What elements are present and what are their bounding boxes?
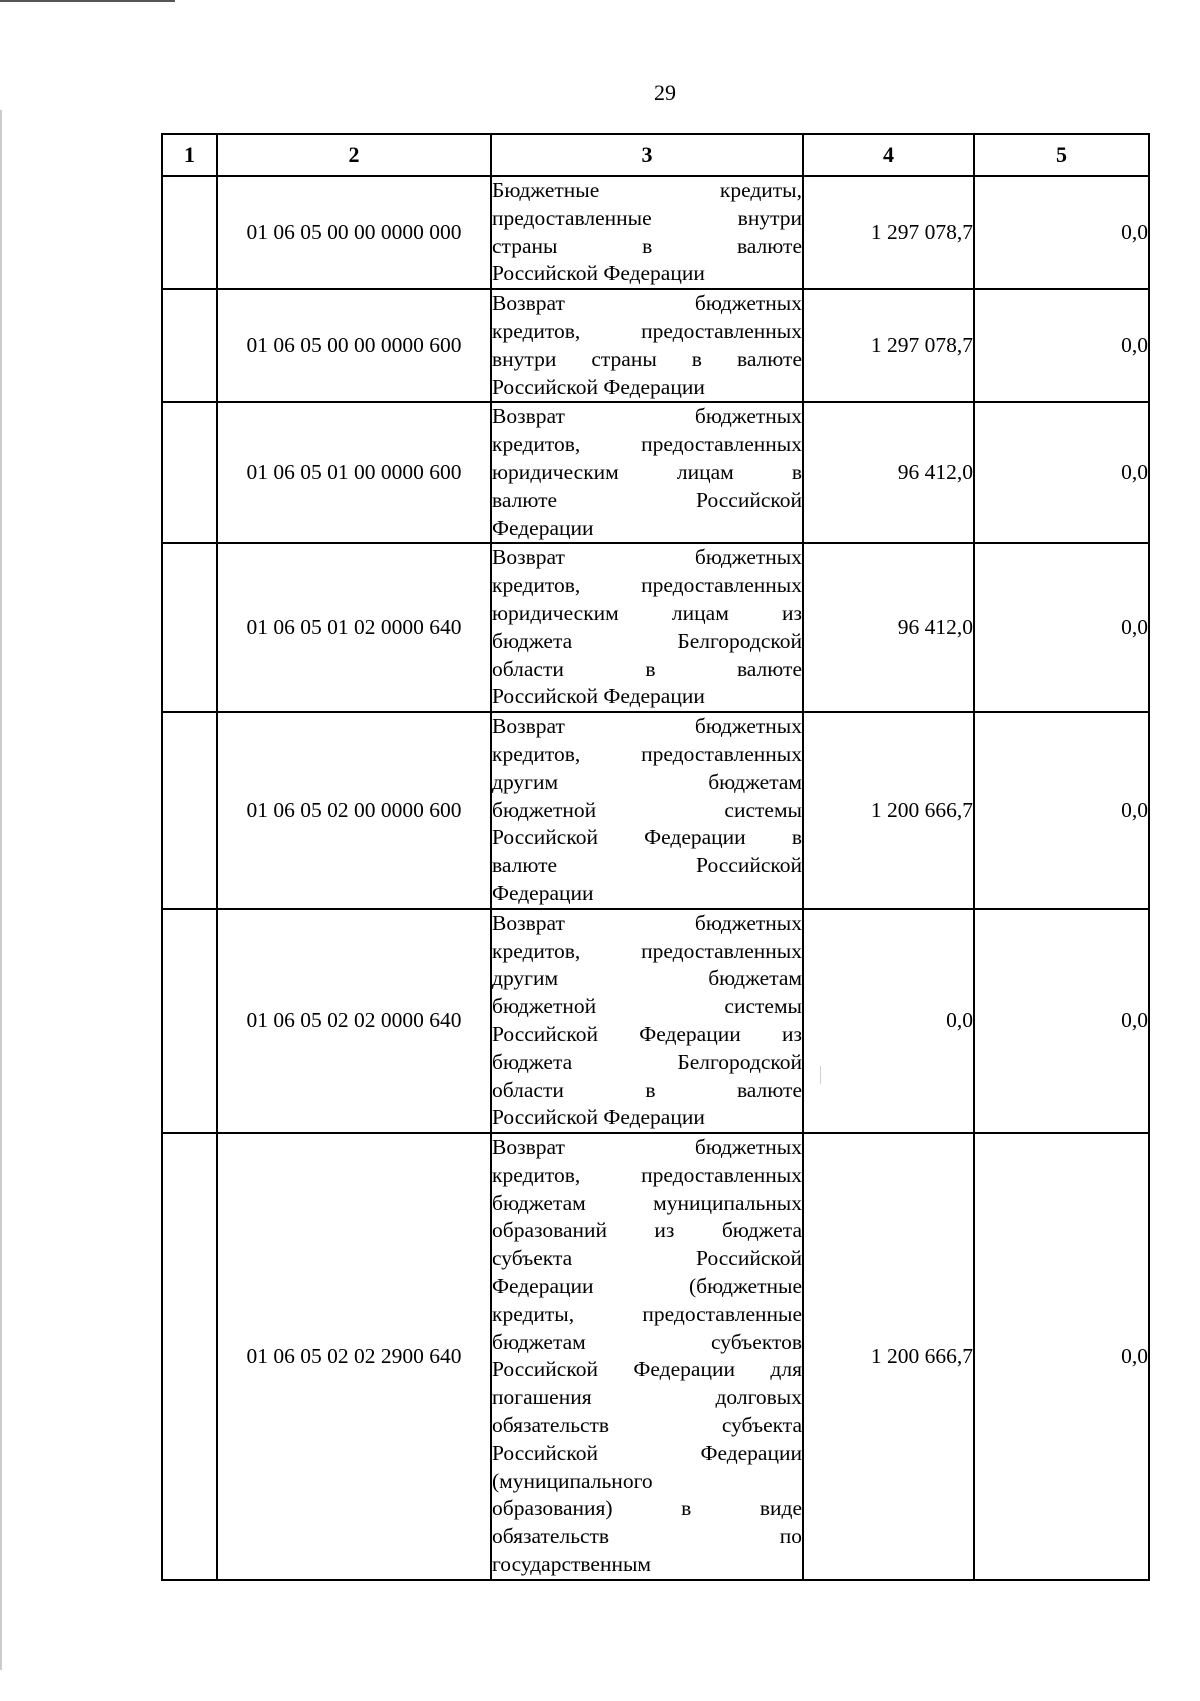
description-line: Российской Федерации xyxy=(492,261,705,286)
description-line: Федерации (бюджетные xyxy=(492,1274,802,1299)
description-line: страны в валюте xyxy=(492,233,802,258)
description-line: Возврат бюджетных xyxy=(492,910,802,935)
description-line: обязательств по xyxy=(492,1524,802,1549)
description-line: обязательств субъекта xyxy=(492,1413,802,1438)
description-line: погашения долговых xyxy=(492,1385,802,1410)
amount-2-cell: 0,0 xyxy=(974,1133,1149,1580)
budget-code-cell: 01 06 05 02 02 0000 640 xyxy=(217,909,491,1133)
budget-code-cell: 01 06 05 00 00 0000 600 xyxy=(217,289,491,402)
description-line: Российской Федерации для xyxy=(492,1357,802,1382)
amount-2-cell: 0,0 xyxy=(974,543,1149,712)
amount-cell: 1 297 078,7 xyxy=(803,289,974,402)
description-line: кредитов, предоставленных xyxy=(492,938,802,963)
description-line: бюджетам субъектов xyxy=(492,1329,802,1354)
description-line: кредитов, предоставленных xyxy=(492,741,802,766)
description-cell xyxy=(491,176,803,289)
budget-table xyxy=(161,133,1150,1581)
row-number-cell xyxy=(162,289,217,402)
description-line: предоставленные внутри xyxy=(492,205,802,230)
description-line: Российской Федерации xyxy=(492,1105,705,1130)
description-line: Возврат бюджетных xyxy=(492,404,802,429)
amount-cell: 96 412,0 xyxy=(803,402,974,543)
description-line: валюте Российской xyxy=(492,853,802,878)
table-row xyxy=(162,1133,1149,1580)
description-line: Бюджетные кредиты, xyxy=(492,178,802,202)
amount-cell: 1 297 078,7 xyxy=(803,176,974,289)
scan-edge-left xyxy=(0,110,2,1670)
amount-cell: 1 200 666,7 xyxy=(803,1133,974,1580)
description-cell xyxy=(491,712,803,909)
row-number-cell xyxy=(162,1133,217,1580)
description-line: внутри страны в валюте xyxy=(492,346,802,371)
header-col-2: 2 xyxy=(217,134,491,176)
amount-2-cell: 0,0 xyxy=(974,909,1149,1133)
amount-2-cell: 0,0 xyxy=(974,712,1149,909)
scan-edge-top xyxy=(0,0,175,2)
description-line: Российской Федерации в xyxy=(492,825,802,850)
description-line: образований из бюджета xyxy=(492,1218,802,1243)
budget-code-cell: 01 06 05 02 00 0000 600 xyxy=(217,712,491,909)
description-line: Федерации xyxy=(492,880,594,905)
header-col-5: 5 xyxy=(974,134,1149,176)
description-line: валюте Российской xyxy=(492,487,802,512)
description-line: кредитов, предоставленных xyxy=(492,318,802,343)
description-line: бюджетной системы xyxy=(492,994,802,1019)
description-line: Возврат бюджетных xyxy=(492,1135,802,1160)
row-number-cell xyxy=(162,712,217,909)
description-cell xyxy=(491,402,803,543)
scan-artifact xyxy=(820,1066,821,1084)
description-line: Возврат бюджетных xyxy=(492,291,802,316)
description-line: Российской Федерации из xyxy=(492,1021,802,1046)
budget-code-cell: 01 06 05 01 02 0000 640 xyxy=(217,543,491,712)
budget-code-cell: 01 06 05 00 00 0000 000 xyxy=(217,176,491,289)
description-line: Российской Федерации xyxy=(492,374,705,399)
amount-cell: 0,0 xyxy=(803,909,974,1133)
page-number: 29 xyxy=(654,80,676,105)
description-line: кредитов, предоставленных xyxy=(492,1162,802,1187)
description-line: кредитов, предоставленных xyxy=(492,573,802,598)
description-line: кредиты, предоставленные xyxy=(492,1301,802,1326)
description-line: кредитов, предоставленных xyxy=(492,432,802,457)
description-line: Российской Федерации xyxy=(492,1440,802,1465)
row-number-cell xyxy=(162,543,217,712)
description-line: юридическим лицам из xyxy=(492,600,802,625)
table-row xyxy=(162,909,1149,1133)
header-row xyxy=(162,134,1149,176)
description-line: бюджета Белгородской xyxy=(492,1049,802,1074)
amount-2-cell: 0,0 xyxy=(974,176,1149,289)
table-row xyxy=(162,543,1149,712)
description-line: субъекта Российской xyxy=(492,1246,802,1271)
description-line: Возврат бюджетных xyxy=(492,714,802,739)
description-line: Российской Федерации xyxy=(492,684,705,709)
table-body xyxy=(162,176,1149,1580)
amount-cell: 96 412,0 xyxy=(803,543,974,712)
header-col-3: 3 xyxy=(491,134,803,176)
header-col-1: 1 xyxy=(162,134,217,176)
description-line: другим бюджетам xyxy=(492,769,802,794)
description-line: бюджетной системы xyxy=(492,797,802,822)
description-line: области в валюте xyxy=(492,656,802,681)
budget-code-cell: 01 06 05 02 02 2900 640 xyxy=(217,1133,491,1580)
description-line: Федерации xyxy=(492,515,594,540)
description-line: другим бюджетам xyxy=(492,966,802,991)
description-line: государственным xyxy=(492,1552,652,1577)
amount-2-cell: 0,0 xyxy=(974,402,1149,543)
description-cell xyxy=(491,543,803,712)
header-col-4: 4 xyxy=(803,134,974,176)
row-number-cell xyxy=(162,176,217,289)
description-cell xyxy=(491,909,803,1133)
description-line: Возврат бюджетных xyxy=(492,545,802,570)
description-line: бюджетам муниципальных xyxy=(492,1190,802,1215)
budget-code-cell: 01 06 05 01 00 0000 600 xyxy=(217,402,491,543)
table-header xyxy=(162,134,1149,176)
description-line: области в валюте xyxy=(492,1077,802,1102)
description-line: (муниципального xyxy=(492,1468,653,1493)
description-cell xyxy=(491,289,803,402)
description-cell xyxy=(491,1133,803,1580)
row-number-cell xyxy=(162,402,217,543)
description-line: юридическим лицам в xyxy=(492,459,802,484)
row-number-cell xyxy=(162,909,217,1133)
table-row xyxy=(162,712,1149,909)
amount-cell: 1 200 666,7 xyxy=(803,712,974,909)
table-row xyxy=(162,289,1149,402)
description-line: бюджета Белгородской xyxy=(492,628,802,653)
table-row xyxy=(162,176,1149,289)
description-line: образования) в виде xyxy=(492,1496,802,1521)
table-row xyxy=(162,402,1149,543)
amount-2-cell: 0,0 xyxy=(974,289,1149,402)
